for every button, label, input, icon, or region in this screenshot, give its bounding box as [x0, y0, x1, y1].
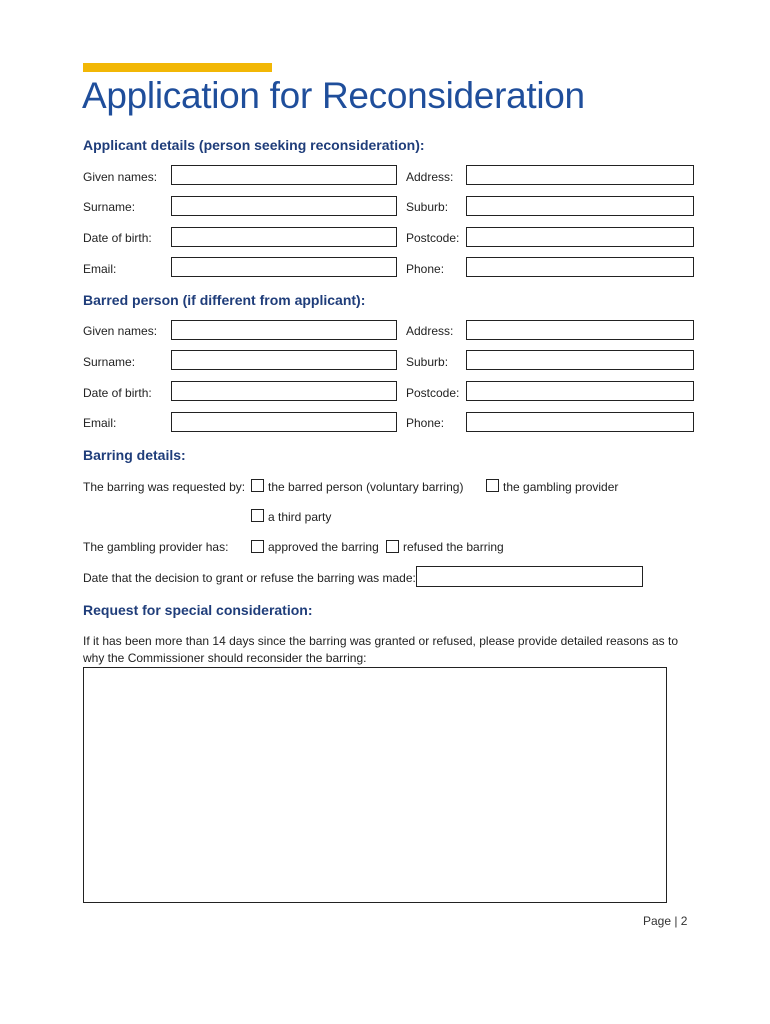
- applicant-postcode-field[interactable]: [466, 227, 694, 247]
- gambling-provider-option-label: the gambling provider: [503, 480, 619, 494]
- applicant-postcode-label: Postcode:: [406, 231, 460, 245]
- barred-postcode-label: Postcode:: [406, 386, 460, 400]
- approved-checkbox[interactable]: [251, 540, 264, 553]
- provider-has-label: The gambling provider has:: [83, 540, 229, 554]
- applicant-suburb-label: Suburb:: [406, 200, 449, 214]
- gambling-provider-checkbox[interactable]: [486, 479, 499, 492]
- special-reasons-textarea[interactable]: [83, 667, 667, 903]
- special-heading: Request for special consideration:: [83, 602, 313, 618]
- applicant-address-field[interactable]: [466, 165, 694, 185]
- barred-dob-field[interactable]: [171, 381, 397, 401]
- barred-heading: Barred person (if different from applicant):: [83, 292, 366, 308]
- barred-person-option-label: the barred person (voluntary barring): [268, 480, 464, 494]
- third-party-checkbox[interactable]: [251, 509, 264, 522]
- barred-email-field[interactable]: [171, 412, 397, 432]
- barred-given-names-field[interactable]: [171, 320, 397, 340]
- applicant-given-names-label: Given names:: [83, 170, 158, 184]
- barred-dob-label: Date of birth:: [83, 386, 152, 400]
- decision-date-label: Date that the decision to grant or refuse the barring was made:: [83, 571, 416, 585]
- applicant-phone-label: Phone:: [406, 262, 445, 276]
- barred-given-names-label: Given names:: [83, 324, 158, 338]
- applicant-heading: Applicant details (person seeking reconsideration):: [83, 137, 425, 153]
- barred-phone-field[interactable]: [466, 412, 694, 432]
- applicant-given-names-field[interactable]: [171, 165, 397, 185]
- barred-address-label: Address:: [406, 324, 454, 338]
- barred-phone-label: Phone:: [406, 416, 445, 430]
- third-party-option-label: a third party: [268, 510, 332, 524]
- applicant-surname-field[interactable]: [171, 196, 397, 216]
- applicant-dob-label: Date of birth:: [83, 231, 152, 245]
- refused-option-label: refused the barring: [403, 540, 504, 554]
- accent-bar: [83, 63, 272, 72]
- page-number: Page | 2: [643, 914, 688, 928]
- barring-heading: Barring details:: [83, 447, 186, 463]
- decision-date-field[interactable]: [416, 566, 643, 587]
- requested-by-label: The barring was requested by:: [83, 480, 246, 494]
- barred-surname-field[interactable]: [171, 350, 397, 370]
- refused-checkbox[interactable]: [386, 540, 399, 553]
- applicant-email-field[interactable]: [171, 257, 397, 277]
- barred-suburb-field[interactable]: [466, 350, 694, 370]
- applicant-address-label: Address:: [406, 170, 454, 184]
- barred-address-field[interactable]: [466, 320, 694, 340]
- applicant-surname-label: Surname:: [83, 200, 136, 214]
- applicant-phone-field[interactable]: [466, 257, 694, 277]
- approved-option-label: approved the barring: [268, 540, 379, 554]
- applicant-dob-field[interactable]: [171, 227, 397, 247]
- barred-postcode-field[interactable]: [466, 381, 694, 401]
- special-instructions: If it has been more than 14 days since the barring was granted or refused, please provide detailed reasons as to why the Commissioner should reconsider the barring:: [83, 634, 679, 665]
- page-title: Application for Reconsideration: [82, 75, 585, 116]
- applicant-email-label: Email:: [83, 262, 117, 276]
- applicant-suburb-field[interactable]: [466, 196, 694, 216]
- barred-email-label: Email:: [83, 416, 117, 430]
- barred-surname-label: Surname:: [83, 355, 136, 369]
- barred-suburb-label: Suburb:: [406, 355, 449, 369]
- barred-person-checkbox[interactable]: [251, 479, 264, 492]
